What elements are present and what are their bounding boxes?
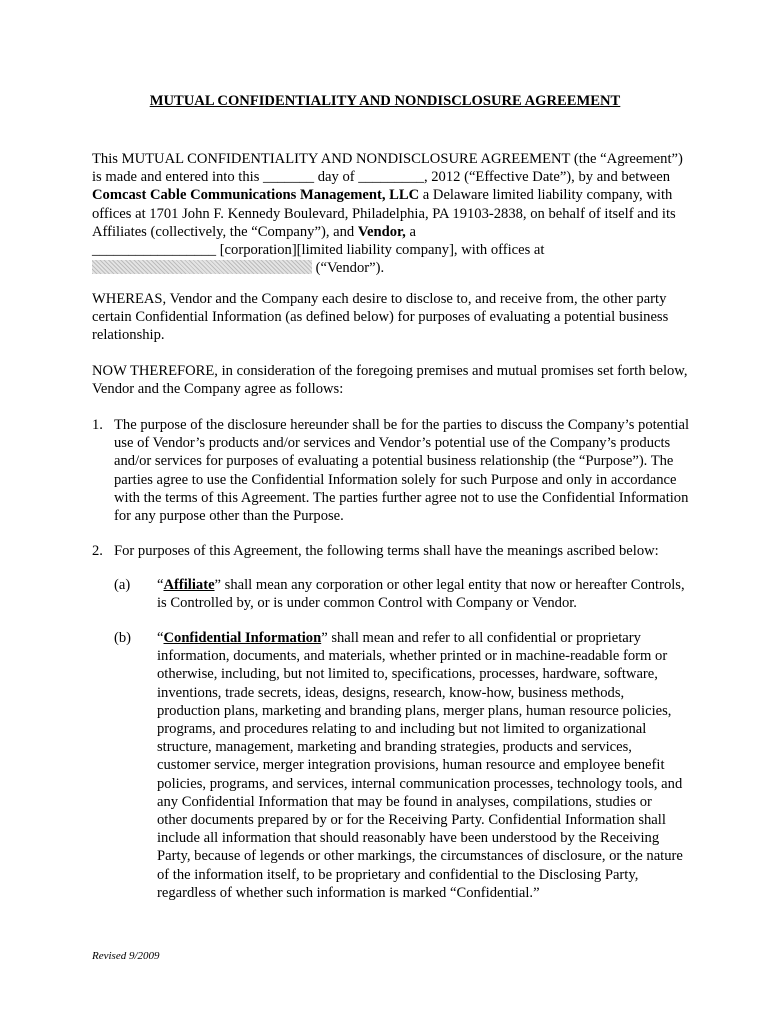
- clause-b-term: Confidential Information: [163, 630, 322, 646]
- revision-footer: Revised 9/2009: [92, 950, 160, 962]
- clause-a-text: ” shall mean any corporation or other legal entity that now or hereafter Controls, is Controlled by, or is under common Control with Company or Vendor.: [157, 577, 685, 612]
- clause-a: [157, 576, 685, 612]
- whereas-paragraph: WHEREAS, Vendor and the Company each desire to disclose to, and receive from, the other party certain Confidential Information (as defined below) for purposes of evaluating a potential business relationship.: [92, 291, 669, 344]
- company-name: Comcast Cable Communications Management, LLC: [92, 187, 420, 204]
- intro-paragraph: [92, 150, 692, 277]
- clause-a-term: Affiliate: [163, 577, 215, 593]
- clause-a-label: (a): [114, 577, 131, 593]
- vendor-name-blank[interactable]: _________________: [92, 242, 217, 259]
- clause-a-quote: “: [157, 577, 164, 593]
- clause-b-text: ” shall mean and refer to all confidential or proprietary information, documents, and materials, whether printed or in machine-readable form or otherwise, including, but not limited to, specifications, processes, hardware, software, inventions, trade secrets, ideas, designs, research, know-how, business methods, production plans, marketing and branding plans, merger plans, human resource policies, programs, and procedures relating to and including but not limited to organizational structure, management, marketing and branding strategies, products and services, customer service, merger integration provisions, human resource and employee benefit policies, programs, and services, internal communication processes, technology tools, and any Confidential Information that may be found in analyses, compilations, studies or other documents prepared by or for the Receiving Party. Confidential Information shall include all information that should reasonably have been understood by the Receiving Party, because of legends or other markings, the circumstances of disclosure, or the nature of the information itself, to be proprietary and confidential to the Disclosing Party, regardless of whether such information is marked “Confidential.”: [157, 630, 683, 901]
- vendor-address-field[interactable]: [92, 260, 312, 274]
- page-title: MUTUAL CONFIDENTIALITY AND NONDISCLOSURE AGREEMENT: [149, 93, 621, 109]
- clause-b-label: (b): [114, 630, 132, 646]
- section-2-text: For purposes of this Agreement, the following terms shall have the meanings ascribed below:: [114, 543, 659, 559]
- clause-b: [157, 629, 685, 902]
- section-2-number: 2.: [92, 543, 103, 559]
- intro-text-3: a: [405, 223, 416, 240]
- now-therefore-paragraph: NOW THEREFORE, in consideration of the foregoing premises and mutual promises set forth below, Vendor and the Company agree as follows:: [92, 363, 688, 398]
- section-1-number: 1.: [92, 417, 103, 433]
- intro-text-1: This MUTUAL CONFIDENTIALITY AND NONDISCLOSURE AGREEMENT (the “Agreement”) is made and entered into this _______ day of _________, 2012 (“Effective Date”), by and between: [92, 151, 683, 186]
- intro-text-4: [corporation][limited liability company], with offices at: [216, 242, 545, 259]
- intro-text-5: (“Vendor”).: [312, 260, 385, 277]
- clause-b-quote: “: [157, 630, 164, 646]
- vendor-label: Vendor,: [357, 223, 406, 240]
- intro-text-2: a Delaware limited liability company, with offices at 1701 John F. Kennedy Boulevard, Philadelphia, PA 19103-2838, on behalf of itself and its Affiliates (collectively, the “Company”), and: [92, 187, 676, 240]
- section-1-text: The purpose of the disclosure hereunder shall be for the parties to discuss the Company’s potential use of Vendor’s products and/or services and Vendor’s potential use of the Company’s products and/or services for purposes of evaluating a potential business relationship (the “Purpose”). The parties agree to use the Confidential Information solely for such Purpose and only in accordance with the terms of this Agreement. The parties further agree not to use the Confidential Information for any purpose other than the Purpose.: [114, 417, 690, 525]
